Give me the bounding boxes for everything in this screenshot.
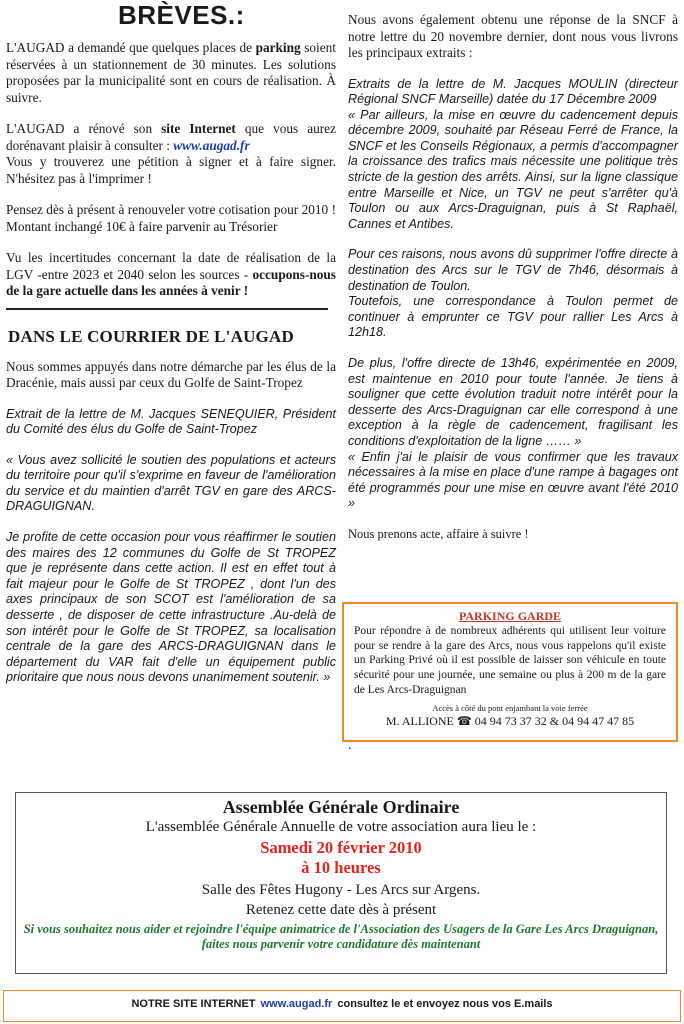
- moulin-quote-4: De plus, l'offre directe de 13h46, expérimentée en 2009, est maintenue en 2010 pour toute l'année. Je tiens à souligner que cette évolution traduit notre intérêt pour la desserte des Arcs-Draguignan car elle correspond à une exception à la règle de cadencement, fragilisant les conditions d'exploitation de la ligne …… »: [348, 356, 678, 448]
- senequier-quote-2: Je profite de cette occasion pour vous réaffirmer le soutien des maires des 12 communes du Golfe de St TROPEZ que je représente dans cette action. Il est en effet tout à fait majeur pour le Golfe de St TROPEZ , dont l'un des axes principaux de son SCOT est l'amélioration de sa desserte , de disposer de cette infrastructure .Au-delà de son intérêt pour le Golfe de St TROPEZ, sa localisation centrale de la gare des ARCS-DRAGUIGNAN dans le département du VAR fait d'elle un équipement public prioritaire que nous nous devons unanimement soutenir. »: [6, 530, 336, 685]
- stray-dot: .: [348, 738, 352, 753]
- assemblee-title: Assemblée Générale Ordinaire: [222, 797, 460, 817]
- breves-title: BRÈVES.:: [118, 0, 245, 30]
- assemblee-place: Salle des Fêtes Hugony - Les Arcs sur Argens.: [201, 882, 481, 898]
- assemblee-generale-box: [15, 792, 667, 974]
- sncf-intro: Nous avons également obtenu une réponse de la SNCF à notre lettre du 20 novembre dernier, dont nous vous livrons les principaux extraits :: [348, 12, 678, 60]
- breves-lgv-paragraph: Vu les incertitudes concernant la date de réalisation de la LGV -entre 2023 et 2040 selon les sources - occupons-nous de la gare actuelle dans les années à venir !: [6, 250, 336, 298]
- footer-website-link[interactable]: www.augad.fr: [260, 998, 333, 1010]
- parking-garde-text: Pour répondre à de nombreux adhérents qui utilisent leur voiture pour se rendre à la gare des Arcs, nous vous rappelons qu'il existe un Parking Privé où il est possible de laisser son véhicule en toute sécurité pour une journée, une semaine ou plus à 200 m de la gare de Les Arcs-Draguignan: [354, 624, 666, 696]
- senequier-quote-1: « Vous avez sollicité le soutien des populations et acteurs du territoire pour qu'il s'exprime en faveur de l'amélioration du service et du maintien d'arrêt TGV en gare des ARCS-DRAGUIGNAN.: [6, 452, 336, 514]
- moulin-quote-3: Toutefois, une correspondance à Toulon permet de continuer à emprunter ce TGV pour rallier Les Arcs à 12h18.: [348, 294, 678, 340]
- left-column: [6, 0, 336, 686]
- moulin-quote-2: Pour ces raisons, nous avons dû supprimer l'offre directe à destination des Arcs sur le TGV de 7h46, désormais à destination de Toulon.: [348, 247, 678, 293]
- parking-garde-access: Accès à côté du pont enjambant la voie ferrée: [432, 702, 588, 713]
- moulin-quote-5: « Enfin j'ai le plaisir de vous confirmer que les travaux nécessaires à la mise en place d'une rampe à bagages ont été programmés pour une mise en œuvre avant l'été 2010 »: [348, 449, 678, 511]
- parking-garde-contact: M. ALLIONE ☎ 04 94 73 37 32 & 04 94 47 47 85: [385, 713, 635, 728]
- sncf-closing: Nous prenons acte, affaire à suivre !: [348, 526, 529, 541]
- augad-website-link[interactable]: www.augad.fr: [173, 137, 250, 153]
- breves-cotisation-paragraph: Pensez dès à présent à renouveler votre cotisation pour 2010 ! Montant inchangé 10€ à faire parvenir au Trésorier: [6, 202, 336, 234]
- breves-website-paragraph: L'AUGAD a rénové son site Internet que vous aurez dorénavant plaisir à consulter : www.augad.fr Vous y trouverez une pétition à signer et à faire signer. N'hésitez pas à l'imprimer !: [6, 121, 336, 186]
- breves-parking-paragraph: L'AUGAD a demandé que quelques places de parking soient réservées à un stationnement de 30 minutes. Les solutions proposées par la municipalité sont en cours de réalisation. À suivre.: [6, 40, 336, 105]
- parking-garde-title: PARKING GARDE: [458, 609, 562, 623]
- assemblee-volunteer-call: Si vous souhaitez nous aider et rejoindre l'équipe animatrice de l'Association des Usagers de la Gare Les Arcs Draguignan, faites nous parvenir votre candidature dès maintenant: [23, 922, 659, 951]
- footer-text: consultez le et envoyez nous vos E.mails: [337, 998, 553, 1010]
- right-column: [348, 12, 678, 542]
- section-divider: [6, 308, 328, 310]
- assemblee-date: Samedi 20 février 2010: [260, 838, 422, 857]
- courrier-title: DANS LE COURRIER DE L'AUGAD: [8, 326, 294, 346]
- moulin-quote-1: « Par ailleurs, la mise en œuvre du cadencement depuis décembre 2009, souhaité par Réseau Ferré de France, la SNCF et les Conseils Régionaux, a permis d'accompagner la croissance des trafics mais nécessite une politique très stricte de la gestion des arrêts. Ainsi, sur la ligne classique entre Marseille et Nice, un TGV ne peut s'arrêter qu'à Toulon ou aux Arcs-Draguignan, puis à St Raphaël, Cannes et Antibes.: [348, 107, 678, 231]
- parking-garde-box: [342, 602, 678, 742]
- assemblee-retain-date: Retenez cette date dès à présent: [245, 902, 437, 918]
- moulin-extract-heading: Extraits de la lettre de M. Jacques MOULIN (directeur Régional SNCF Marseille) datée du 17 Décembre 2009: [348, 76, 678, 107]
- assemblee-time: à 10 heures: [301, 858, 381, 877]
- senequier-extract-heading: Extrait de la lettre de M. Jacques SENEQUIER, Président du Comité des élus du Golfe de Saint-Tropez: [6, 406, 336, 437]
- courrier-intro: Nous sommes appuyés dans notre démarche par les élus de la Dracénie, mais aussi par ceux du Golfe de Saint-Tropez: [6, 358, 336, 390]
- assemblee-announcement: L'assemblée Générale Annuelle de votre association aura lieu le :: [145, 819, 537, 835]
- footer-label: NOTRE SITE INTERNET: [131, 998, 256, 1010]
- footer-bar: [3, 990, 681, 1022]
